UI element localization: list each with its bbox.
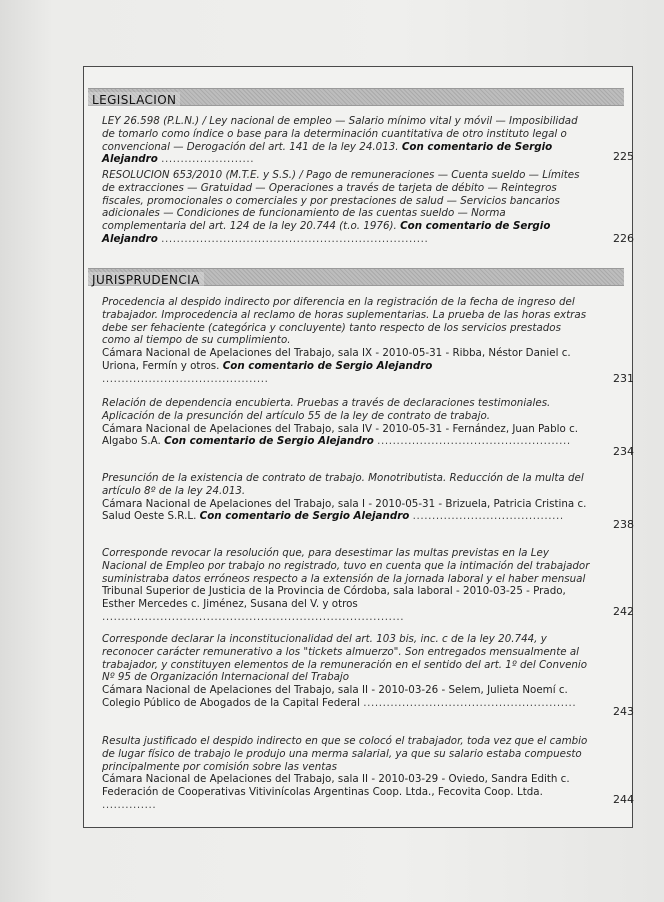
comment-author: Con comentario de Sergio Alejandro (102, 220, 551, 245)
page-number: 231 (613, 372, 634, 385)
section-title: LEGISLACION (88, 92, 180, 107)
comment-author: Con comentario de Sergio Alejandro (199, 510, 410, 523)
entry-text: RESOLUCION 653/2010 (M.T.E. y S.S.) / Pago de remuneraciones — Cuenta sueldo — Límites de extracciones — Gratuidad — Operaciones a través de tarjeta de débito — Reintegros fiscales, promocionales o comerciales y por prestaciones de salud — Servicios bancarios adicionales — Condiciones de funcionamiento de las cuentas sueldo — Norma complementaria del art. 124 de la ley 20.744 (t.o. 1976). (102, 169, 580, 233)
legislation-entry (102, 169, 590, 246)
case-citation: Cámara Nacional de Apelaciones del Trabajo, sala II - 2010-03-26 - Selem, Julieta Noemí c. Colegio Público de Abogados de la Capital Federal (102, 684, 568, 709)
case-summary: Relación de dependencia encubierta. Pruebas a través de declaraciones testimoniales. Aplicación de la presunción del artículo 55 de la ley de contrato de trabajo. (102, 397, 551, 422)
case-summary: Resulta justificado el despido indirecto en que se colocó el trabajador, toda vez que el cambio de lugar físico de trabajo le produjo una merma salarial, ya que su salario estaba compuesto principalmente por comisión sobre las ventas (102, 735, 588, 773)
page-number: 238 (613, 518, 634, 531)
page-number: 225 (613, 150, 634, 163)
section-header-legislacion (88, 88, 624, 106)
leader-dots: ....................................... (412, 510, 564, 523)
case-citation: Cámara Nacional de Apelaciones del Trabajo, sala IV - 2010-05-31 - Fernández, Juan Pablo c. Algabo S.A. (102, 422, 579, 448)
page-number: 242 (613, 605, 634, 618)
legislation-entry (102, 115, 590, 166)
case-citation: Cámara Nacional de Apelaciones del Trabajo, sala IX - 2010-05-31 - Ribba, Néstor Daniel c. Uriona, Fermín y otros. (102, 347, 571, 372)
comment-author: Con comentario de Sergio Alejandro (222, 359, 433, 372)
leader-dots: .............................................................................. (102, 610, 405, 623)
leader-dots: ........................................... (102, 372, 269, 385)
leader-dots: .................................................. (377, 435, 571, 448)
page-number: 234 (613, 445, 634, 458)
page-number: 243 (613, 705, 634, 718)
leader-dots: .............. (102, 798, 157, 811)
section-title: JURISPRUDENCIA (88, 272, 204, 287)
case-summary: Corresponde revocar la resolución que, para desestimar las multas previstas en la Ley Nacional de Empleo por trabajo no registrado, tuvo en cuenta que la intimación del trabajador suministraba datos erróneos respecto a la extensión de la jornada laboral y el haber mensual (102, 547, 590, 585)
case-summary: Procedencia al despido indirecto por diferencia en la registración de la fecha de ingreso del trabajador. Improcedencia al reclamo de horas suplementarias. La prueba de las horas extras debe ser fehaciente (categórica y concluyente) tanto respecto de los servicios prestados como al tiempo de su cumplimiento. (102, 296, 587, 347)
page-number: 244 (613, 793, 634, 806)
case-entry (102, 735, 590, 812)
case-entry (102, 472, 590, 523)
case-citation: Cámara Nacional de Apelaciones del Trabajo, sala I - 2010-05-31 - Brizuela, Patricia Cristina c. Salud Oeste S.R.L. (102, 497, 587, 523)
case-entry (102, 296, 590, 386)
leader-dots: ........................ (161, 153, 255, 166)
section-header-jurisprudencia (88, 268, 624, 286)
case-entry (102, 633, 590, 710)
comment-author: Con comentario de Sergio Alejandro (102, 140, 553, 166)
case-entry (102, 547, 590, 624)
leader-dots: ....................................................... (363, 696, 577, 709)
comment-author: Con comentario de Sergio Alejandro (164, 435, 374, 448)
case-entry (102, 397, 590, 448)
page-number: 226 (613, 232, 634, 245)
case-summary: Corresponde declarar la inconstitucionalidad del art. 103 bis, inc. c de la ley 20.744, y reconocer carácter remunerativo a los "tickets almuerzo". Son entregados mensualmente al trabajador, y constituyen elementos de la remuneración en el sentido del art. 1º del Convenio Nº 95 de Organización Internacional del Trabajo (102, 633, 588, 684)
case-summary: Presunción de la existencia de contrato de trabajo. Monotributista. Reducción de la multa del artículo 8º de la ley 24.013. (102, 472, 584, 497)
case-citation: Cámara Nacional de Apelaciones del Trabajo, sala II - 2010-03-29 - Oviedo, Sandra Edith c. Federación de Cooperativas Vitivinícolas Argentinas Coop. Ltda., Fecovita Coop. Ltda. (102, 773, 570, 799)
leader-dots: ..................................................................... (161, 232, 429, 245)
entry-text: LEY 26.598 (P.L.N.) / Ley nacional de empleo — Salario mínimo vital y móvil — Imposibilidad de tomarlo como índice o base para la determinación cuantitativa de otro instituto legal o convencional — Derogación del art. 141 de la ley 24.013. (102, 115, 578, 153)
case-citation: Tribunal Superior de Justicia de la Provincia de Córdoba, sala laboral - 2010-03-25 - Prado, Esther Mercedes c. Jiménez, Susana del V. y otros (102, 585, 566, 611)
